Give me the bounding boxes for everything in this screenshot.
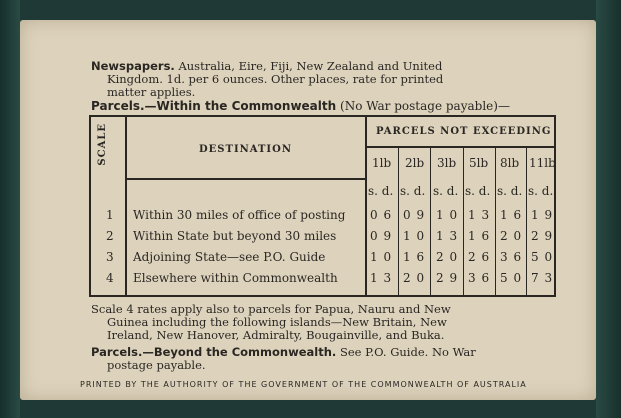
table-divider — [127, 178, 365, 180]
row3-val: 3 6 — [500, 250, 523, 264]
row3-val: 2 0 — [436, 250, 459, 264]
row1-val: 0 9 — [403, 208, 426, 222]
parcels-within-title: Parcels.—Within the Commonwealth — [91, 99, 337, 113]
row1-val: 1 0 — [436, 208, 459, 222]
weight-8lb: 8lb — [500, 156, 520, 170]
scale4-line3: Ireland, New Hanover, Admiralty, Bougainville, and Buka. — [107, 328, 445, 342]
newspapers-title: Newspapers. — [91, 59, 175, 73]
scale4-line2: Guinea including the following islands—New Britain, New — [107, 315, 447, 329]
parcels-beyond-title: Parcels.—Beyond the Commonwealth. — [91, 345, 337, 359]
row2-val: 1 6 — [468, 229, 491, 243]
parcels-within-heading — [91, 99, 510, 113]
table-divider — [430, 148, 431, 295]
newspapers-text1: Australia, Eire, Fiji, New Zealand and United — [178, 59, 443, 73]
table-divider — [398, 148, 399, 295]
row4-val: 2 9 — [436, 271, 459, 285]
row3-scale: 3 — [106, 250, 114, 264]
scale-header: SCALE — [97, 123, 108, 166]
row1-destination: Within 30 miles of office of posting — [133, 208, 346, 222]
scale4-line1: Scale 4 rates apply also to parcels for Papua, Nauru and New — [91, 302, 451, 316]
table-divider — [526, 148, 527, 295]
row1-val: 1 3 — [468, 208, 491, 222]
weight-2lb: 2lb — [405, 156, 425, 170]
sd-label: s. d. — [528, 184, 554, 198]
parcels-beyond-line1 — [91, 346, 476, 358]
weight-3lb: 3lb — [437, 156, 457, 170]
destination-header: DESTINATION — [199, 144, 292, 155]
page-edge-right — [596, 0, 621, 418]
row4-val: 2 0 — [403, 271, 426, 285]
newspapers-line2: Kingdom. 1d. per 6 ounces. Other places, rate for printed — [107, 72, 444, 86]
row4-val: 3 6 — [468, 271, 491, 285]
table-divider — [463, 148, 464, 295]
row1-val: 0 6 — [370, 208, 393, 222]
row3-val: 1 6 — [403, 250, 426, 264]
table-border — [89, 115, 556, 297]
row2-val: 1 3 — [436, 229, 459, 243]
row3-val: 5 0 — [531, 250, 554, 264]
row2-val: 0 9 — [370, 229, 393, 243]
parcels-header: PARCELS NOT EXCEEDING — [376, 126, 552, 137]
row1-val: 1 9 — [531, 208, 554, 222]
sd-label: s. d. — [368, 184, 394, 198]
table-divider — [125, 117, 127, 295]
newspapers-line1 — [91, 60, 442, 72]
newspapers-line3: matter applies. — [107, 85, 196, 99]
row2-val: 2 0 — [500, 229, 523, 243]
table-divider — [495, 148, 496, 295]
row4-destination: Elsewhere within Commonwealth — [133, 271, 338, 285]
table-divider — [367, 146, 554, 148]
parcels-within-note: (No War postage payable)— — [340, 99, 510, 113]
sd-label: s. d. — [497, 184, 523, 198]
row2-val: 1 0 — [403, 229, 426, 243]
row3-destination: Adjoining State—see P.O. Guide — [133, 250, 326, 264]
row2-scale: 2 — [106, 229, 114, 243]
page-edge-left — [0, 0, 20, 418]
table-divider — [365, 117, 367, 295]
row3-val: 1 0 — [370, 250, 393, 264]
row4-val: 7 3 — [531, 271, 554, 285]
weight-1lb: 1lb — [372, 156, 392, 170]
weight-5lb: 5lb — [469, 156, 489, 170]
row1-val: 1 6 — [500, 208, 523, 222]
row1-scale: 1 — [106, 208, 114, 222]
row4-val: 1 3 — [370, 271, 393, 285]
row4-scale: 4 — [106, 271, 114, 285]
row2-destination: Within State but beyond 30 miles — [133, 229, 337, 243]
sd-label: s. d. — [400, 184, 426, 198]
printer-imprint: PRINTED BY THE AUTHORITY OF THE GOVERNMENT OF THE COMMONWEALTH OF AUSTRALIA — [80, 380, 527, 389]
row2-val: 2 9 — [531, 229, 554, 243]
parcels-beyond-line2: postage payable. — [107, 358, 206, 372]
row4-val: 5 0 — [500, 271, 523, 285]
weight-11lb: 11lb — [529, 156, 556, 170]
parcels-beyond-text1: See P.O. Guide. No War — [339, 345, 476, 359]
sd-label: s. d. — [465, 184, 491, 198]
row3-val: 2 6 — [468, 250, 491, 264]
sd-label: s. d. — [433, 184, 459, 198]
